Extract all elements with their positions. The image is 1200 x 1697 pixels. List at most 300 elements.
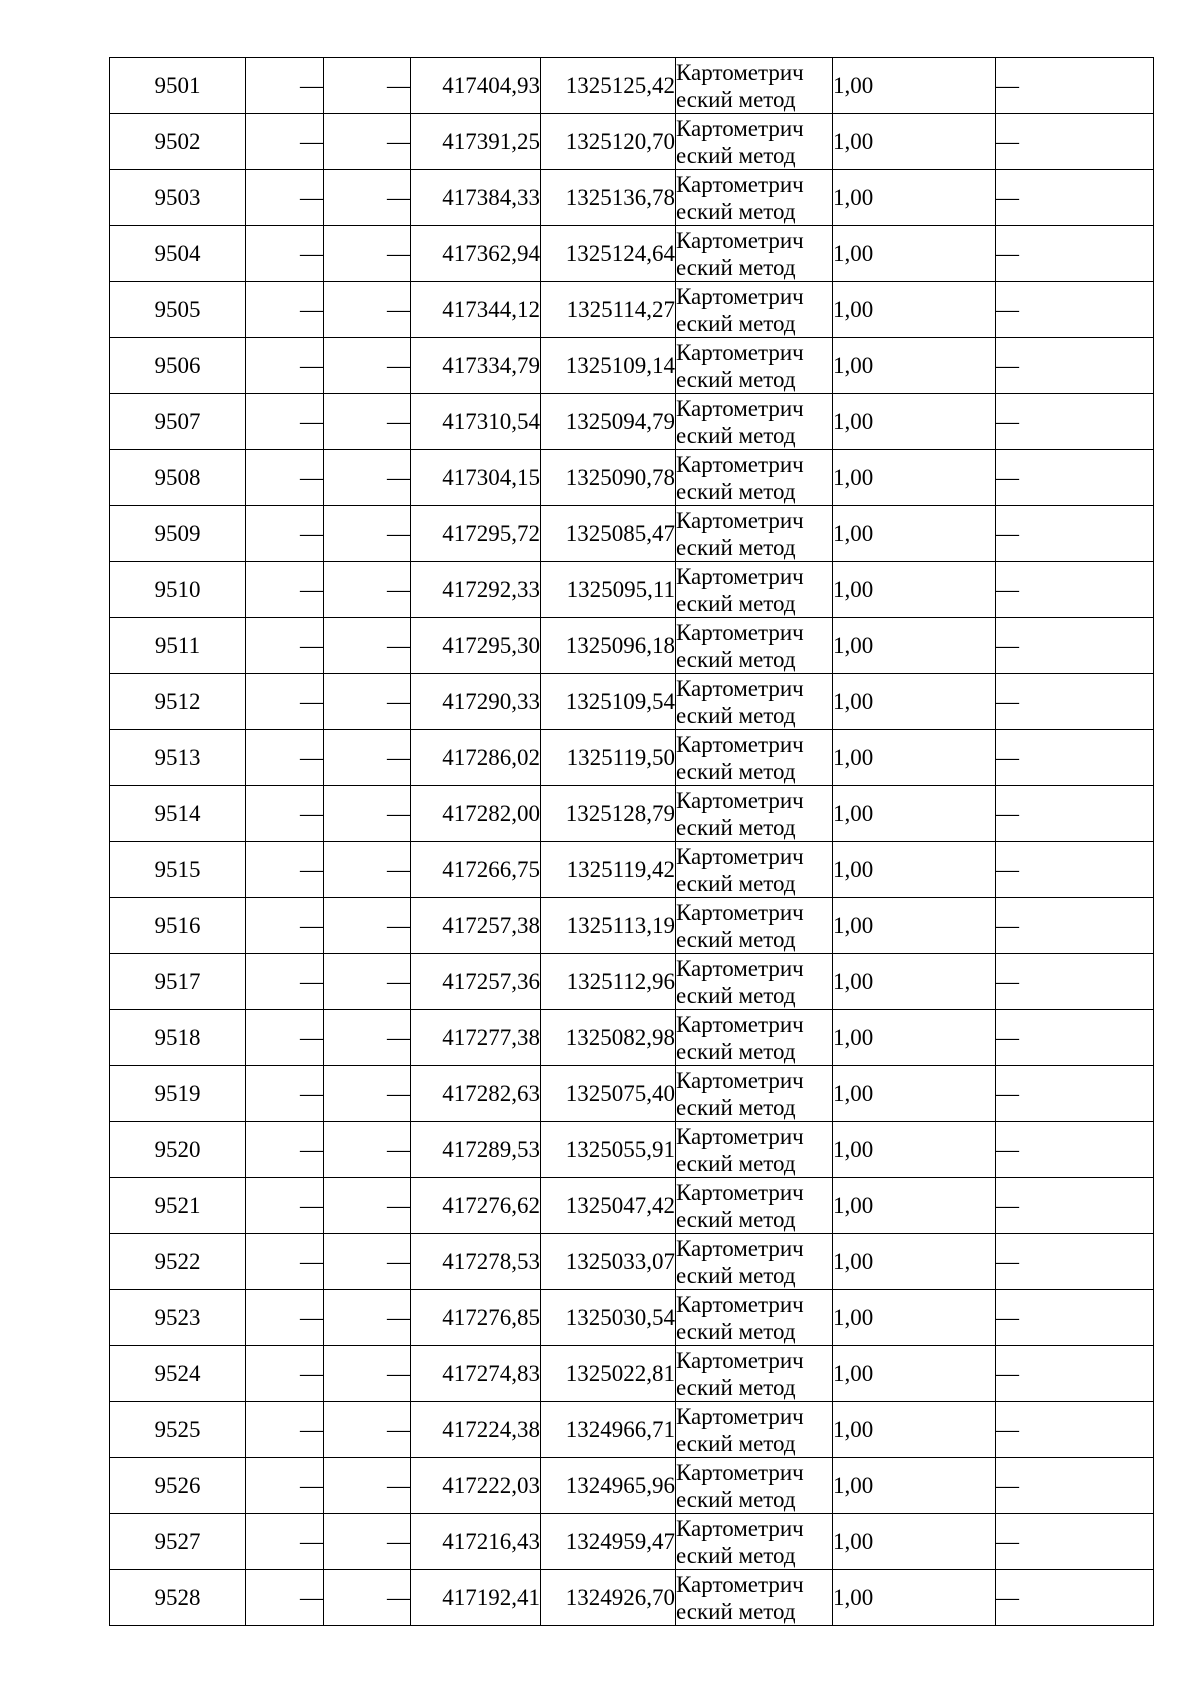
point-number-cell: 9522 bbox=[110, 1234, 246, 1290]
note-dash-cell: — bbox=[996, 1402, 1154, 1458]
method-text-line: Картометрич bbox=[676, 1011, 804, 1037]
accuracy-cell: 1,00 bbox=[833, 562, 996, 618]
point-number-cell: 9513 bbox=[110, 730, 246, 786]
empty-dash-cell: — bbox=[324, 674, 411, 730]
method-text-line: еский метод bbox=[676, 1262, 796, 1288]
point-number-cell: 9512 bbox=[110, 674, 246, 730]
empty-dash-cell: — bbox=[246, 1514, 324, 1570]
note-dash-cell: — bbox=[996, 506, 1154, 562]
accuracy-cell: 1,00 bbox=[833, 450, 996, 506]
table-row bbox=[110, 842, 1154, 898]
method-text-line: Картометрич bbox=[676, 955, 804, 981]
table-row bbox=[110, 170, 1154, 226]
method-text-line: еский метод bbox=[676, 310, 796, 336]
accuracy-cell: 1,00 bbox=[833, 1458, 996, 1514]
empty-dash-cell: — bbox=[246, 898, 324, 954]
empty-dash-cell: — bbox=[246, 1122, 324, 1178]
note-dash-cell: — bbox=[996, 674, 1154, 730]
note-dash-cell: — bbox=[996, 1178, 1154, 1234]
method-text-line: еский метод bbox=[676, 702, 796, 728]
accuracy-cell: 1,00 bbox=[833, 842, 996, 898]
coord-y-cell: 1325119,50 bbox=[541, 730, 676, 786]
empty-dash-cell: — bbox=[324, 1178, 411, 1234]
coord-x-cell: 417344,12 bbox=[411, 282, 541, 338]
coord-y-cell: 1324926,70 bbox=[541, 1570, 676, 1626]
point-number-cell: 9520 bbox=[110, 1122, 246, 1178]
coord-y-cell: 1325094,79 bbox=[541, 394, 676, 450]
note-dash-cell: — bbox=[996, 1570, 1154, 1626]
coord-x-cell: 417224,38 bbox=[411, 1402, 541, 1458]
method-text-line: еский метод bbox=[676, 870, 796, 896]
method-text-line: еский метод bbox=[676, 1038, 796, 1064]
note-dash-cell: — bbox=[996, 1458, 1154, 1514]
method-text-line: еский метод bbox=[676, 1150, 796, 1176]
empty-dash-cell: — bbox=[324, 1010, 411, 1066]
method-text-line: Картометрич bbox=[676, 59, 804, 85]
point-number-cell: 9511 bbox=[110, 618, 246, 674]
method-cell bbox=[676, 562, 833, 618]
accuracy-cell: 1,00 bbox=[833, 282, 996, 338]
empty-dash-cell: — bbox=[324, 618, 411, 674]
method-cell bbox=[676, 1010, 833, 1066]
method-cell bbox=[676, 1514, 833, 1570]
method-text-line: еский метод bbox=[676, 590, 796, 616]
coord-y-cell: 1325085,47 bbox=[541, 506, 676, 562]
empty-dash-cell: — bbox=[246, 674, 324, 730]
coord-y-cell: 1325136,78 bbox=[541, 170, 676, 226]
point-number-cell: 9521 bbox=[110, 1178, 246, 1234]
table-body bbox=[110, 58, 1154, 1626]
method-text-line: еский метод bbox=[676, 534, 796, 560]
point-number-cell: 9527 bbox=[110, 1514, 246, 1570]
note-dash-cell: — bbox=[996, 898, 1154, 954]
coord-x-cell: 417257,36 bbox=[411, 954, 541, 1010]
table-row bbox=[110, 954, 1154, 1010]
method-cell bbox=[676, 1346, 833, 1402]
note-dash-cell: — bbox=[996, 1290, 1154, 1346]
table-row bbox=[110, 1290, 1154, 1346]
method-cell bbox=[676, 506, 833, 562]
table-row bbox=[110, 898, 1154, 954]
method-text-line: Картометрич bbox=[676, 1459, 804, 1485]
coord-x-cell: 417295,72 bbox=[411, 506, 541, 562]
method-text-line: Картометрич bbox=[676, 731, 804, 757]
method-text-line: еский метод bbox=[676, 198, 796, 224]
empty-dash-cell: — bbox=[324, 506, 411, 562]
method-text-line: еский метод bbox=[676, 1374, 796, 1400]
note-dash-cell: — bbox=[996, 170, 1154, 226]
coord-x-cell: 417334,79 bbox=[411, 338, 541, 394]
empty-dash-cell: — bbox=[246, 1346, 324, 1402]
note-dash-cell: — bbox=[996, 1234, 1154, 1290]
note-dash-cell: — bbox=[996, 562, 1154, 618]
method-text-line: Картометрич bbox=[676, 1291, 804, 1317]
coord-y-cell: 1324959,47 bbox=[541, 1514, 676, 1570]
empty-dash-cell: — bbox=[246, 282, 324, 338]
accuracy-cell: 1,00 bbox=[833, 1010, 996, 1066]
method-cell bbox=[676, 786, 833, 842]
coord-y-cell: 1325055,91 bbox=[541, 1122, 676, 1178]
empty-dash-cell: — bbox=[246, 394, 324, 450]
method-text-line: Картометрич bbox=[676, 115, 804, 141]
table-row bbox=[110, 1570, 1154, 1626]
point-number-cell: 9528 bbox=[110, 1570, 246, 1626]
method-cell bbox=[676, 1066, 833, 1122]
method-text-line: Картометрич bbox=[676, 507, 804, 533]
accuracy-cell: 1,00 bbox=[833, 226, 996, 282]
method-text-line: еский метод bbox=[676, 982, 796, 1008]
empty-dash-cell: — bbox=[246, 58, 324, 114]
empty-dash-cell: — bbox=[246, 170, 324, 226]
point-number-cell: 9504 bbox=[110, 226, 246, 282]
coord-y-cell: 1325119,42 bbox=[541, 842, 676, 898]
note-dash-cell: — bbox=[996, 786, 1154, 842]
coord-y-cell: 1325047,42 bbox=[541, 1178, 676, 1234]
table-row bbox=[110, 618, 1154, 674]
method-text-line: еский метод bbox=[676, 86, 796, 112]
method-text-line: Картометрич bbox=[676, 1179, 804, 1205]
coord-y-cell: 1325022,81 bbox=[541, 1346, 676, 1402]
empty-dash-cell: — bbox=[246, 730, 324, 786]
empty-dash-cell: — bbox=[324, 842, 411, 898]
table-row bbox=[110, 1514, 1154, 1570]
method-cell bbox=[676, 842, 833, 898]
note-dash-cell: — bbox=[996, 450, 1154, 506]
method-text-line: Картометрич bbox=[676, 171, 804, 197]
note-dash-cell: — bbox=[996, 226, 1154, 282]
accuracy-cell: 1,00 bbox=[833, 730, 996, 786]
empty-dash-cell: — bbox=[246, 786, 324, 842]
empty-dash-cell: — bbox=[324, 954, 411, 1010]
method-text-line: еский метод bbox=[676, 1598, 796, 1624]
table-row bbox=[110, 226, 1154, 282]
method-cell bbox=[676, 1402, 833, 1458]
coord-y-cell: 1325109,54 bbox=[541, 674, 676, 730]
empty-dash-cell: — bbox=[246, 1402, 324, 1458]
point-number-cell: 9501 bbox=[110, 58, 246, 114]
coord-x-cell: 417282,63 bbox=[411, 1066, 541, 1122]
accuracy-cell: 1,00 bbox=[833, 1402, 996, 1458]
method-text-line: Картометрич bbox=[676, 1515, 804, 1541]
coord-x-cell: 417192,41 bbox=[411, 1570, 541, 1626]
coord-x-cell: 417295,30 bbox=[411, 618, 541, 674]
empty-dash-cell: — bbox=[246, 506, 324, 562]
coordinates-table bbox=[109, 57, 1154, 1626]
coord-x-cell: 417290,33 bbox=[411, 674, 541, 730]
empty-dash-cell: — bbox=[324, 450, 411, 506]
empty-dash-cell: — bbox=[324, 338, 411, 394]
method-text-line: Картометрич bbox=[676, 1123, 804, 1149]
coord-x-cell: 417286,02 bbox=[411, 730, 541, 786]
method-text-line: еский метод bbox=[676, 1318, 796, 1344]
point-number-cell: 9509 bbox=[110, 506, 246, 562]
coord-y-cell: 1325124,64 bbox=[541, 226, 676, 282]
empty-dash-cell: — bbox=[246, 1234, 324, 1290]
accuracy-cell: 1,00 bbox=[833, 114, 996, 170]
table-row bbox=[110, 450, 1154, 506]
empty-dash-cell: — bbox=[324, 1234, 411, 1290]
method-cell bbox=[676, 898, 833, 954]
table-row bbox=[110, 730, 1154, 786]
table-row bbox=[110, 114, 1154, 170]
coord-x-cell: 417216,43 bbox=[411, 1514, 541, 1570]
accuracy-cell: 1,00 bbox=[833, 394, 996, 450]
method-text-line: Картометрич bbox=[676, 1403, 804, 1429]
table-row bbox=[110, 1178, 1154, 1234]
method-cell bbox=[676, 674, 833, 730]
coord-y-cell: 1324965,96 bbox=[541, 1458, 676, 1514]
method-cell bbox=[676, 170, 833, 226]
empty-dash-cell: — bbox=[324, 730, 411, 786]
point-number-cell: 9516 bbox=[110, 898, 246, 954]
coord-y-cell: 1325109,14 bbox=[541, 338, 676, 394]
method-text-line: Картометрич bbox=[676, 1571, 804, 1597]
method-text-line: еский метод bbox=[676, 758, 796, 784]
method-text-line: Картометрич bbox=[676, 1067, 804, 1093]
coord-y-cell: 1325125,42 bbox=[541, 58, 676, 114]
table-row bbox=[110, 1346, 1154, 1402]
table-row bbox=[110, 1402, 1154, 1458]
accuracy-cell: 1,00 bbox=[833, 338, 996, 394]
point-number-cell: 9502 bbox=[110, 114, 246, 170]
coord-y-cell: 1325096,18 bbox=[541, 618, 676, 674]
empty-dash-cell: — bbox=[324, 1122, 411, 1178]
empty-dash-cell: — bbox=[246, 338, 324, 394]
accuracy-cell: 1,00 bbox=[833, 674, 996, 730]
empty-dash-cell: — bbox=[246, 226, 324, 282]
table-row bbox=[110, 1122, 1154, 1178]
method-text-line: еский метод bbox=[676, 1542, 796, 1568]
coord-x-cell: 417404,93 bbox=[411, 58, 541, 114]
accuracy-cell: 1,00 bbox=[833, 1346, 996, 1402]
method-cell bbox=[676, 226, 833, 282]
accuracy-cell: 1,00 bbox=[833, 1066, 996, 1122]
method-cell bbox=[676, 618, 833, 674]
method-text-line: Картометрич bbox=[676, 1347, 804, 1373]
table-row bbox=[110, 506, 1154, 562]
coord-x-cell: 417266,75 bbox=[411, 842, 541, 898]
coord-x-cell: 417276,85 bbox=[411, 1290, 541, 1346]
note-dash-cell: — bbox=[996, 282, 1154, 338]
empty-dash-cell: — bbox=[324, 1402, 411, 1458]
empty-dash-cell: — bbox=[246, 114, 324, 170]
method-cell bbox=[676, 730, 833, 786]
method-text-line: еский метод bbox=[676, 646, 796, 672]
coord-y-cell: 1325114,27 bbox=[541, 282, 676, 338]
empty-dash-cell: — bbox=[324, 226, 411, 282]
empty-dash-cell: — bbox=[324, 170, 411, 226]
note-dash-cell: — bbox=[996, 618, 1154, 674]
empty-dash-cell: — bbox=[324, 786, 411, 842]
accuracy-cell: 1,00 bbox=[833, 1514, 996, 1570]
note-dash-cell: — bbox=[996, 1514, 1154, 1570]
note-dash-cell: — bbox=[996, 1346, 1154, 1402]
point-number-cell: 9525 bbox=[110, 1402, 246, 1458]
empty-dash-cell: — bbox=[246, 1178, 324, 1234]
empty-dash-cell: — bbox=[246, 1010, 324, 1066]
method-cell bbox=[676, 1122, 833, 1178]
empty-dash-cell: — bbox=[324, 58, 411, 114]
method-text-line: еский метод bbox=[676, 1486, 796, 1512]
method-text-line: Картометрич bbox=[676, 675, 804, 701]
coord-x-cell: 417276,62 bbox=[411, 1178, 541, 1234]
coord-y-cell: 1325112,96 bbox=[541, 954, 676, 1010]
point-number-cell: 9523 bbox=[110, 1290, 246, 1346]
method-text-line: Картометрич bbox=[676, 1235, 804, 1261]
table-row bbox=[110, 1458, 1154, 1514]
accuracy-cell: 1,00 bbox=[833, 58, 996, 114]
table-row bbox=[110, 562, 1154, 618]
method-text-line: еский метод bbox=[676, 1430, 796, 1456]
accuracy-cell: 1,00 bbox=[833, 1234, 996, 1290]
method-text-line: Картометрич bbox=[676, 563, 804, 589]
method-cell bbox=[676, 338, 833, 394]
empty-dash-cell: — bbox=[246, 1458, 324, 1514]
point-number-cell: 9503 bbox=[110, 170, 246, 226]
method-cell bbox=[676, 394, 833, 450]
note-dash-cell: — bbox=[996, 730, 1154, 786]
accuracy-cell: 1,00 bbox=[833, 1570, 996, 1626]
coord-y-cell: 1325095,11 bbox=[541, 562, 676, 618]
method-text-line: Картометрич bbox=[676, 619, 804, 645]
table-row bbox=[110, 58, 1154, 114]
table-row bbox=[110, 674, 1154, 730]
table-row bbox=[110, 1010, 1154, 1066]
method-cell bbox=[676, 1458, 833, 1514]
point-number-cell: 9524 bbox=[110, 1346, 246, 1402]
coord-x-cell: 417310,54 bbox=[411, 394, 541, 450]
point-number-cell: 9518 bbox=[110, 1010, 246, 1066]
empty-dash-cell: — bbox=[246, 618, 324, 674]
method-text-line: еский метод bbox=[676, 422, 796, 448]
table-row bbox=[110, 1234, 1154, 1290]
coord-y-cell: 1325082,98 bbox=[541, 1010, 676, 1066]
coord-x-cell: 417289,53 bbox=[411, 1122, 541, 1178]
accuracy-cell: 1,00 bbox=[833, 954, 996, 1010]
note-dash-cell: — bbox=[996, 114, 1154, 170]
note-dash-cell: — bbox=[996, 1066, 1154, 1122]
method-text-line: еский метод bbox=[676, 814, 796, 840]
coord-x-cell: 417257,38 bbox=[411, 898, 541, 954]
method-text-line: Картометрич bbox=[676, 339, 804, 365]
empty-dash-cell: — bbox=[324, 394, 411, 450]
method-text-line: Картометрич bbox=[676, 395, 804, 421]
method-text-line: Картометрич bbox=[676, 283, 804, 309]
coord-y-cell: 1325113,19 bbox=[541, 898, 676, 954]
table-row bbox=[110, 338, 1154, 394]
table-row bbox=[110, 282, 1154, 338]
method-cell bbox=[676, 58, 833, 114]
method-cell bbox=[676, 1290, 833, 1346]
empty-dash-cell: — bbox=[324, 1290, 411, 1346]
empty-dash-cell: — bbox=[246, 1290, 324, 1346]
method-cell bbox=[676, 450, 833, 506]
coord-y-cell: 1325128,79 bbox=[541, 786, 676, 842]
point-number-cell: 9506 bbox=[110, 338, 246, 394]
method-text-line: Картометрич bbox=[676, 899, 804, 925]
point-number-cell: 9505 bbox=[110, 282, 246, 338]
method-text-line: еский метод bbox=[676, 1094, 796, 1120]
note-dash-cell: — bbox=[996, 58, 1154, 114]
empty-dash-cell: — bbox=[246, 450, 324, 506]
empty-dash-cell: — bbox=[324, 898, 411, 954]
point-number-cell: 9526 bbox=[110, 1458, 246, 1514]
note-dash-cell: — bbox=[996, 394, 1154, 450]
coord-x-cell: 417278,53 bbox=[411, 1234, 541, 1290]
empty-dash-cell: — bbox=[246, 954, 324, 1010]
method-text-line: еский метод bbox=[676, 254, 796, 280]
method-text-line: еский метод bbox=[676, 366, 796, 392]
empty-dash-cell: — bbox=[324, 1458, 411, 1514]
coord-y-cell: 1325030,54 bbox=[541, 1290, 676, 1346]
coord-x-cell: 417274,83 bbox=[411, 1346, 541, 1402]
point-number-cell: 9507 bbox=[110, 394, 246, 450]
method-cell bbox=[676, 282, 833, 338]
point-number-cell: 9519 bbox=[110, 1066, 246, 1122]
method-cell bbox=[676, 114, 833, 170]
method-text-line: Картометрич bbox=[676, 787, 804, 813]
method-text-line: Картометрич bbox=[676, 843, 804, 869]
method-text-line: еский метод bbox=[676, 142, 796, 168]
method-text-line: Картометрич bbox=[676, 451, 804, 477]
empty-dash-cell: — bbox=[324, 282, 411, 338]
coord-x-cell: 417277,38 bbox=[411, 1010, 541, 1066]
method-text-line: еский метод bbox=[676, 1206, 796, 1232]
coord-x-cell: 417391,25 bbox=[411, 114, 541, 170]
coord-y-cell: 1324966,71 bbox=[541, 1402, 676, 1458]
coord-y-cell: 1325033,07 bbox=[541, 1234, 676, 1290]
coord-x-cell: 417384,33 bbox=[411, 170, 541, 226]
method-cell bbox=[676, 954, 833, 1010]
method-cell bbox=[676, 1178, 833, 1234]
method-text-line: Картометрич bbox=[676, 227, 804, 253]
accuracy-cell: 1,00 bbox=[833, 170, 996, 226]
method-text-line: еский метод bbox=[676, 478, 796, 504]
accuracy-cell: 1,00 bbox=[833, 786, 996, 842]
point-number-cell: 9514 bbox=[110, 786, 246, 842]
point-number-cell: 9517 bbox=[110, 954, 246, 1010]
empty-dash-cell: — bbox=[246, 1066, 324, 1122]
method-cell bbox=[676, 1234, 833, 1290]
coord-x-cell: 417222,03 bbox=[411, 1458, 541, 1514]
note-dash-cell: — bbox=[996, 842, 1154, 898]
accuracy-cell: 1,00 bbox=[833, 1290, 996, 1346]
coord-x-cell: 417362,94 bbox=[411, 226, 541, 282]
accuracy-cell: 1,00 bbox=[833, 618, 996, 674]
empty-dash-cell: — bbox=[246, 842, 324, 898]
coord-x-cell: 417292,33 bbox=[411, 562, 541, 618]
empty-dash-cell: — bbox=[324, 562, 411, 618]
empty-dash-cell: — bbox=[246, 1570, 324, 1626]
coord-y-cell: 1325075,40 bbox=[541, 1066, 676, 1122]
table-row bbox=[110, 394, 1154, 450]
accuracy-cell: 1,00 bbox=[833, 506, 996, 562]
empty-dash-cell: — bbox=[324, 114, 411, 170]
accuracy-cell: 1,00 bbox=[833, 898, 996, 954]
empty-dash-cell: — bbox=[324, 1346, 411, 1402]
accuracy-cell: 1,00 bbox=[833, 1178, 996, 1234]
coord-y-cell: 1325120,70 bbox=[541, 114, 676, 170]
note-dash-cell: — bbox=[996, 1010, 1154, 1066]
point-number-cell: 9510 bbox=[110, 562, 246, 618]
empty-dash-cell: — bbox=[324, 1066, 411, 1122]
note-dash-cell: — bbox=[996, 1122, 1154, 1178]
table-row bbox=[110, 1066, 1154, 1122]
note-dash-cell: — bbox=[996, 338, 1154, 394]
method-cell bbox=[676, 1570, 833, 1626]
point-number-cell: 9515 bbox=[110, 842, 246, 898]
method-text-line: еский метод bbox=[676, 926, 796, 952]
